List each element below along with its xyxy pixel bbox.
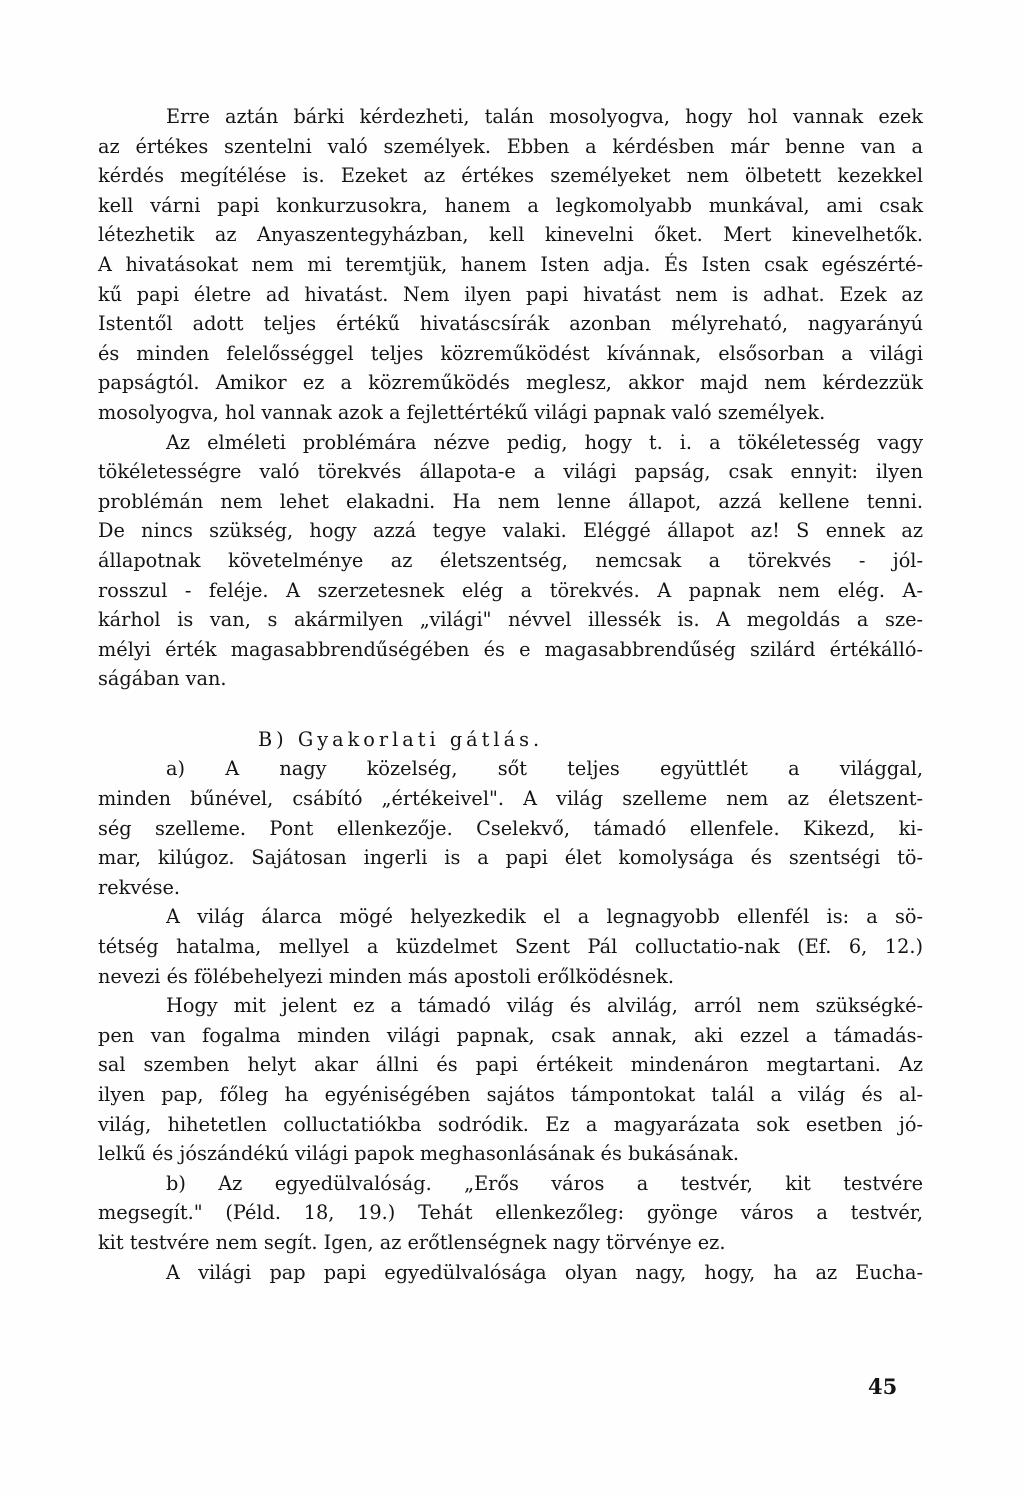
text-line: De nincs szükség, hogy azzá tegye valaki. Eléggé állapot az! S ennek az [98,519,923,543]
text-line: az értékes szentelni való személyek. Ebben a kérdésben már benne van a [98,134,923,158]
text-line: Erre aztán bárki kérdezheti, talán mosolyogva, hogy hol vannak ezek [166,105,923,128]
text-line: mélyi érték magasabbrendűségében és e magasabbrendűség szilárd értékálló- [98,637,923,661]
text-line: kell várni papi konkurzusokra, hanem a legkomolyabb munkával, ami csak [98,193,923,217]
text-line: kű papi életre ad hivatást. Nem ilyen papi hivatást nem is adhat. Ezek az [98,282,923,306]
text-line: ilyen pap, főleg ha egyéniségében sajátos támpontokat talál a világ és al- [98,1083,923,1106]
text-line: rosszul - feléje. A szerzetesnek elég a törekvés. A papnak nem elég. A- [98,578,923,602]
text-line: problémán nem lehet elakadni. Ha nem lenne állapot, azzá kellene tenni. [98,489,923,513]
text-line: tétség hatalma, mellyel a küzdelmet Szent Pál colluctatio-nak (Ef. 6, 12.) [98,935,923,959]
text-line: és minden felelősséggel teljes közreműködést kívánnak, elsősorban a világi [98,341,923,365]
text-line: b) Az egyedülvalóság. „Erős város a testvér, kit testvére [166,1171,923,1195]
paragraph-gap [98,694,923,725]
text-line: állapotnak követelménye az életszentség, nemcsak a törekvés - jól- [98,548,923,572]
text-line: mar, kilúgoz. Sajátosan ingerli is a papi élet komolysága és szentségi tö- [98,846,923,870]
text-line: a) A nagy közelség, sőt teljes együttlét a világgal, [166,757,923,781]
text-line: kárhol is van, s akármilyen „világi" névvel illessék is. A megoldás a sze- [98,608,923,632]
text-line: világ, hihetetlen colluctatiókba sodródik. Ez a magyarázata sok esetben jó- [98,1112,923,1136]
text-line: tökéletességre való törekvés állapota-e a világi papság, csak ennyit: ilyen [98,460,923,484]
page-number: 45 [868,1374,898,1399]
text-line: megsegít." (Péld. 18, 19.) Tehát ellenkezőleg: gyönge város a testvér, [98,1201,923,1225]
text-line: mosolyogva, hol vannak azok a fejlettértékű világi papnak való személyek. [98,400,826,424]
text-line: Az elméleti problémára nézve pedig, hogy t. i. a tökéletesség vagy [166,430,923,454]
text-line: kérdés megítélése is. Ezeket az értékes személyeket nem ölbetett kezekkel [98,164,923,188]
text-line: pen van fogalma minden világi papnak, csak annak, aki ezzel a támadás- [98,1023,923,1047]
text-line: Hogy mit jelent ez a támadó világ és alvilág, arról nem szükségké- [166,994,923,1018]
text-line: A világi pap papi egyedülvalósága olyan nagy, hogy, ha az Eucha- [166,1260,923,1284]
text-line: papságtól. Amikor ez a közreműködés meglesz, akkor majd nem kérdezzük [98,371,923,395]
text-line: kit testvére nem segít. Igen, az erőtlenségnek nagy törvénye ez. [98,1230,726,1254]
text-line: A világ álarca mögé helyezkedik el a legnagyobb ellenfél is: a sö- [166,905,923,929]
text-line: lelkű és jószándékú világi papok meghasonlásának és bukásának. [98,1142,740,1166]
text-line: létezhetik az Anyaszentegyházban, kell kinevelni őket. Mert kinevelhetők. [98,223,923,247]
body-text [98,102,923,1287]
text-line: sal szemben helyt akar állni és papi értékeit mindenáron megtartani. Az [98,1053,923,1077]
text-line: nevezi és fölébehelyezi minden más apostoli erőlködésnek. [98,964,674,988]
text-line: Istentől adott teljes értékű hivatáscsírák azonban mélyreható, nagyarányú [98,312,923,336]
section-heading: B) Gyakorlati gátlás. [258,727,544,751]
text-line: rekvése. [98,875,181,899]
text-line: minden bűnével, csábító „értékeivel". A világ szelleme nem az életszent- [98,787,923,811]
text-line: ságában van. [98,667,227,691]
text-line: A hivatásokat nem mi teremtjük, hanem Isten adja. És Isten csak egészérté- [98,252,923,276]
text-line: ség szelleme. Pont ellenkezője. Cselekvő, támadó ellenfele. Kikezd, ki- [98,816,923,840]
